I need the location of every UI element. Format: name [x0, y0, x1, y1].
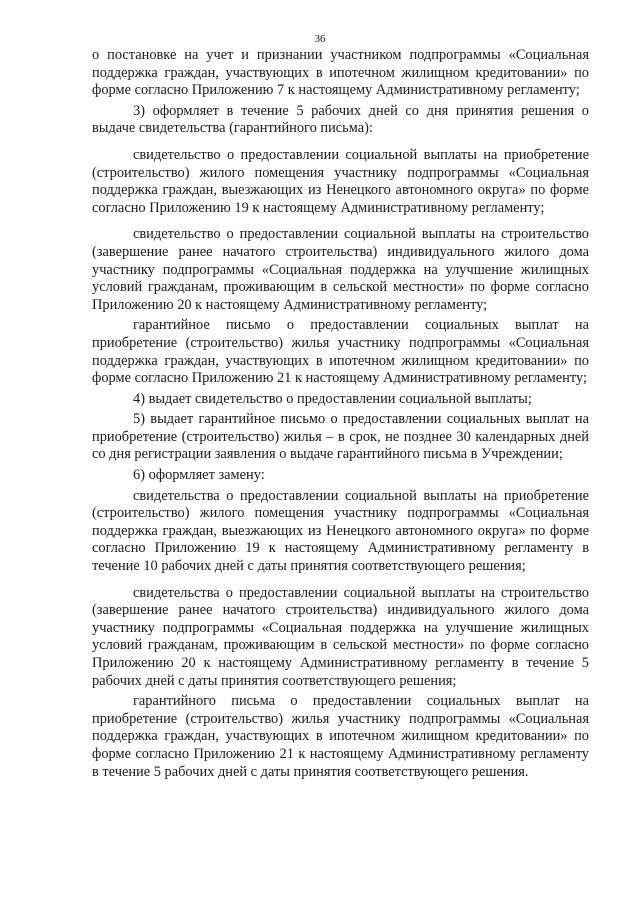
page-number: 36: [314, 33, 326, 45]
paragraph-2: 3) оформляет в течение 5 рабочих дней со дня принятия решения о выдаче свидетельства (гарантийного письма):: [92, 102, 589, 137]
paragraph-5: гарантийное письмо о предоставлении социальных выплат на приобретение (строительство) жилья участнику подпрограммы «Социальная поддержка граждан, участвующих в ипотечном жилищном кредитовании» по форме согласно Приложению 21 к настоящему Административному регламенту;: [92, 317, 589, 387]
paragraph-3: свидетельство о предоставлении социальной выплаты на приобретение (строительство) жилого помещения участнику подпрограммы «Социальная поддержка граждан, выезжающих из Ненецкого автономного округа» по форме согласно Приложению 19 к настоящему Административному регламенту;: [92, 146, 589, 216]
paragraph-9: свидетельства о предоставлении социальной выплаты на приобретение (строительство) жилого помещения участнику подпрограммы «Социальная поддержка граждан, выезжающих из Ненецкого автономного округа» по форме согласно Приложению 19 к настоящему Административному регламенту в течение 10 рабочих дней с даты принятия соответствующего решения;: [92, 487, 589, 575]
paragraph-10: свидетельства о предоставлении социальной выплаты на строительство (завершение ранее начатого строительства) индивидуального жилого дома участнику подпрограммы «Социальная поддержка на улучшение жилищных условий гражданам, проживающим в сельской местности» по форме согласно Приложению 20 к настоящему Административному регламенту в течение 5 рабочих дней с даты принятия соответствующего решения;: [92, 584, 589, 689]
paragraph-6: 4) выдает свидетельство о предоставлении социальной выплаты;: [133, 390, 532, 407]
paragraph-1: о постановке на учет и признании участником подпрограммы «Социальная поддержка граждан, участвующих в ипотечном жилищном кредитовании» по форме согласно Приложению 7 к настоящему Административному регламенту;: [92, 47, 589, 99]
paragraph-7: 5) выдает гарантийное письмо о предоставлении социальных выплат на приобретение (строительство) жилья – в срок, не позднее 30 календарных дней со дня регистрации заявления о выдаче гарантийного письма в Учреждении;: [92, 411, 589, 463]
paragraph-8: 6) оформляет замену:: [133, 467, 265, 484]
paragraph-4: свидетельство о предоставлении социальной выплаты на строительство (завершение ранее начатого строительства) индивидуального жилого дома участнику подпрограммы «Социальная поддержка на улучшение жилищных условий гражданам, проживающим в сельской местности» по форме согласно Приложению 20 к настоящему Административному регламенту;: [92, 226, 589, 313]
document-body: [92, 47, 589, 781]
paragraph-11: гарантийного письма о предоставлении социальных выплат на приобретение (строительство) жилья участнику подпрограммы «Социальная поддержка граждан, участвующих в ипотечном жилищном кредитовании» по форме согласно Приложению 21 к настоящему Административному регламенту в течение 5 рабочих дней с даты принятия соответствующего решения.: [92, 693, 589, 780]
